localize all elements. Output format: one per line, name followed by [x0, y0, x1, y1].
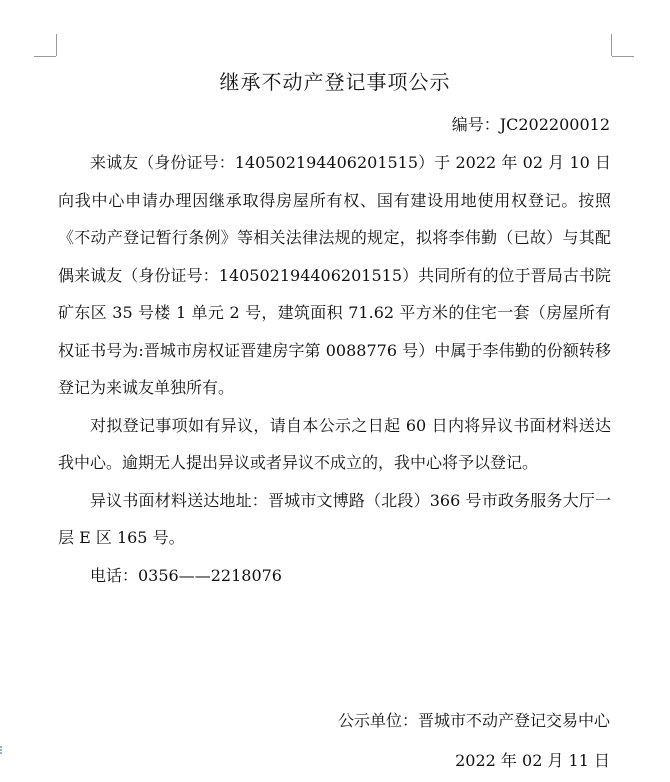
- crop-mark-top-right: [611, 34, 612, 56]
- paragraph-objection-address: 异议书面材料送达地址：晋城市文博路（北段）366 号市政务服务大厅一层 E 区 165 号。: [58, 490, 611, 547]
- crop-mark-top-left: [56, 34, 57, 56]
- issue-date: 2022 年 02 月 11 日: [455, 751, 610, 770]
- crop-mark-top-right: [612, 56, 634, 57]
- document-number: 编号：JC202200012: [451, 115, 610, 134]
- paragraph-objection-period: 对拟登记事项如有异议，请自本公示之日起 60 日内将异议书面材料送达我中心。逾期无人提出异议或者异议不成立的，我中心将予以登记。: [58, 415, 611, 472]
- issuer: 公示单位：晋城市不动产登记交易中心: [337, 711, 610, 730]
- crop-mark-top-left: [34, 56, 56, 57]
- margin-marker: [0, 746, 7, 754]
- paragraph-telephone: 电话：0356——2218076: [90, 565, 282, 585]
- document-title: 继承不动产登记事项公示: [219, 70, 451, 94]
- paragraph-application: 来诚友（身份证号：140502194406201515）于 2022 年 02 月 10 日向我中心申请办理因继承取得房屋所有权、国有建设用地使用权登记。按照《不动产登记暂行条例》等相关法律法规的规定，拟将李伟勤（已故）与其配偶来诚友（身份证号：140502194406201515）共同所有的位于晋局古书院矿东区 35 号楼 1 单元 2 号，建筑面积 71.62 平方米的住宅一套（房屋所有权证书号为:晋城市房权证晋建房字第 0088776 号）中属于李伟勤的份额转移登记为来诚友单独所有。: [58, 153, 611, 397]
- document-body: [58, 144, 611, 594]
